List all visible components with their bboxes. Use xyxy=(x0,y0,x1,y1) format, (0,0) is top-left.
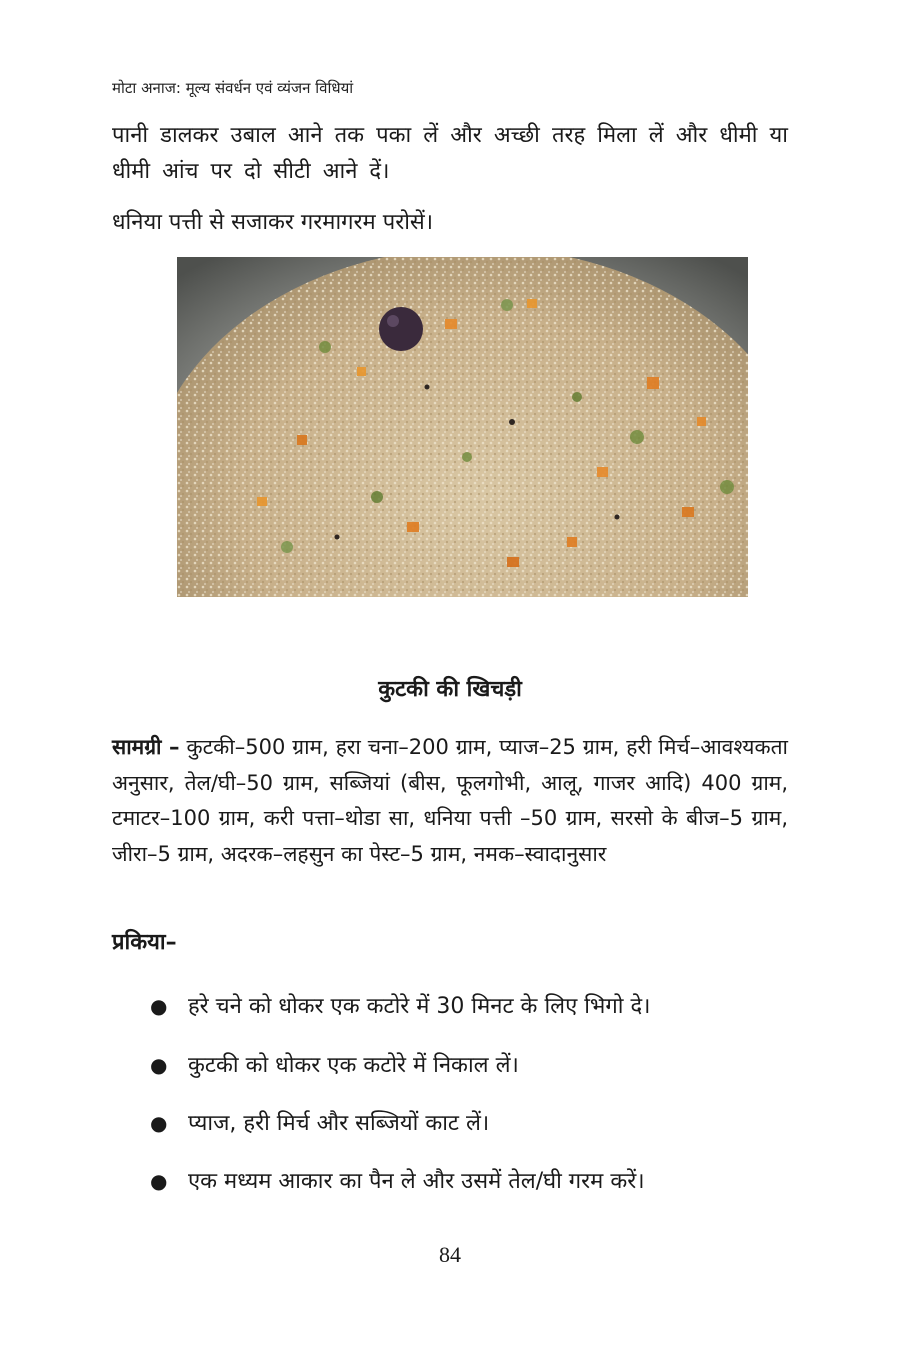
bullet-icon: ● xyxy=(150,1053,168,1077)
bullet-icon: ● xyxy=(150,1169,168,1193)
running-header: मोटा अनाज: मूल्य संवर्धन एवं व्यंजन विधियां xyxy=(112,79,354,97)
intro-paragraph-1: पानी डालकर उबाल आने तक पका लें और अच्छी तरह मिला लें और धीमी या धीमी आंच पर दो सीटी आने दें। xyxy=(112,123,788,184)
ingredients-text: कुटकी–500 ग्राम, हरा चना–200 ग्राम, प्याज–25 ग्राम, हरी मिर्च–आवश्यकता अनुसार, तेल/घी–50 ग्राम, सब्जियां (बीस, फूलगोभी, आलू, गाजर आदि) 400 ग्राम, टमाटर–100 ग्राम, करी पत्ता–थोडा सा, धनिया पत्ती –50 ग्राम, सरसो के बीज–5 ग्राम, जीरा–5 ग्राम, अदरक–लहसुन का पेस्ट–5 ग्राम, नमक–स्वादानुसार xyxy=(112,735,788,866)
page-number: 84 xyxy=(439,1242,461,1267)
step-text: कुटकी को धोकर एक कटोरे में निकाल लें। xyxy=(188,1053,519,1078)
ingredients-paragraph xyxy=(112,730,788,872)
process-heading: प्रकिया– xyxy=(112,930,177,955)
process-step xyxy=(150,1166,800,1197)
khichdi-photo xyxy=(177,257,748,597)
intro-paragraph-2: धनिया पत्ती से सजाकर गरमागरम परोसें। xyxy=(112,210,434,235)
bullet-icon: ● xyxy=(150,994,168,1018)
step-text: हरे चने को धोकर एक कटोरे में 30 मिनट के लिए भिगो दे। xyxy=(188,994,651,1019)
ingredients-label: सामग्री – xyxy=(112,735,180,759)
process-step xyxy=(150,1108,800,1139)
process-step xyxy=(150,1050,800,1081)
recipe-title: कुटकी की खिचड़ी xyxy=(378,677,522,702)
bullet-icon: ● xyxy=(150,1111,168,1135)
process-step xyxy=(150,991,800,1022)
step-text: प्याज, हरी मिर्च और सब्जियों काट लें। xyxy=(188,1111,490,1136)
step-text: एक मध्यम आकार का पैन ले और उसमें तेल/घी गरम करें। xyxy=(188,1169,645,1194)
